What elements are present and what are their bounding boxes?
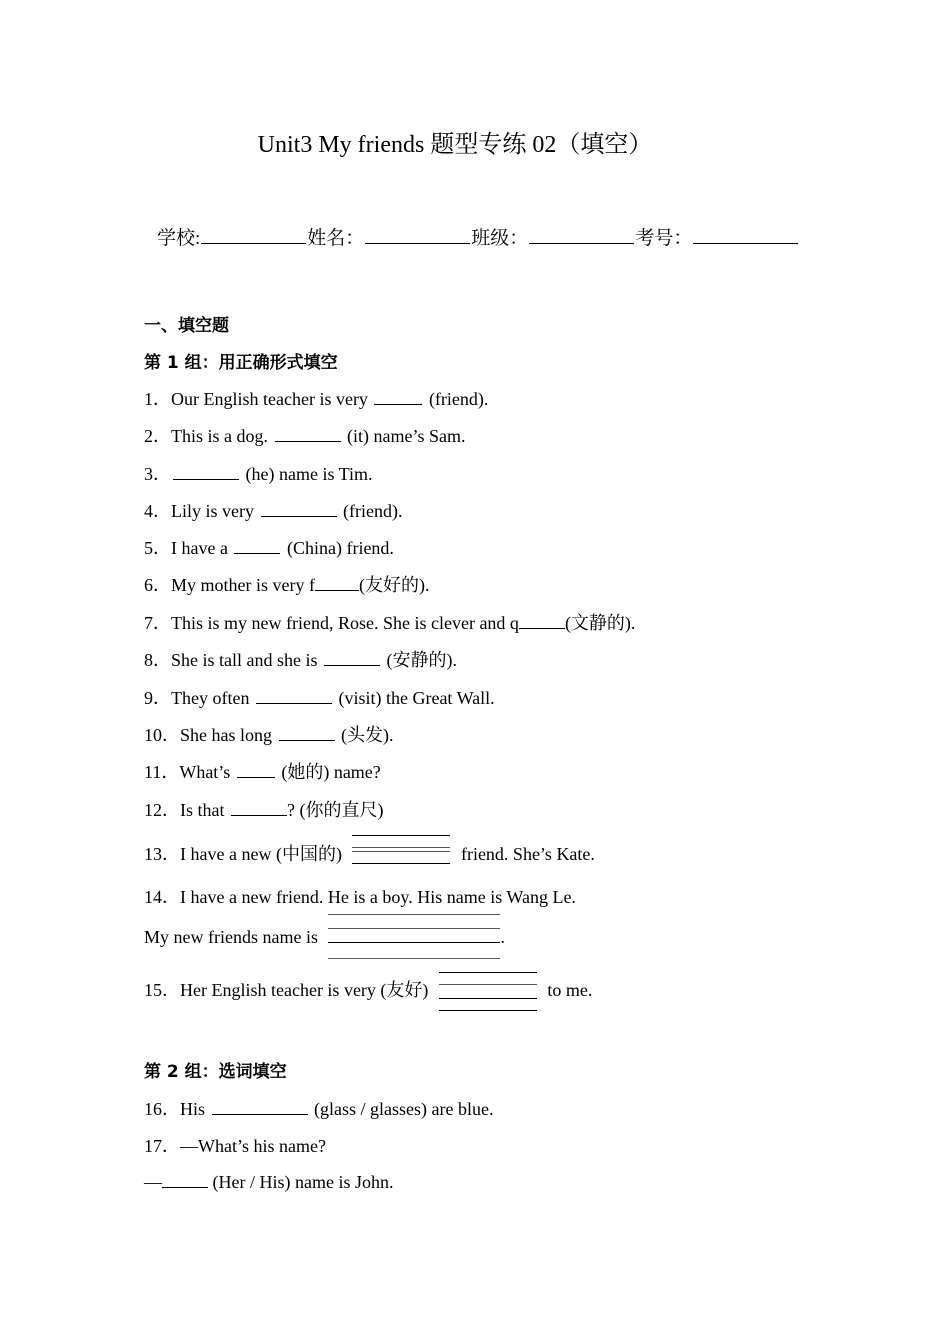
class-blank[interactable] — [529, 221, 634, 244]
name-blank[interactable] — [365, 221, 470, 244]
question-2: 2．This is a dog. (it) name’s Sam. — [144, 422, 465, 448]
question-14-line-2: My new friends name is . — [144, 927, 505, 949]
answer-blank[interactable] — [237, 759, 275, 778]
answer-blank[interactable] — [173, 461, 239, 480]
group-2-heading: 第 2 组：选词填空 — [144, 1062, 287, 1082]
answer-blank[interactable] — [231, 797, 287, 816]
answer-blank[interactable] — [324, 647, 380, 666]
school-label: 学校: — [157, 228, 201, 249]
answer-blank[interactable] — [315, 572, 359, 591]
student-info-row — [157, 221, 799, 250]
question-12: 12．Is that ? (你的直尺) — [144, 796, 383, 822]
answer-blank[interactable] — [328, 929, 500, 949]
question-17-line-2: — (Her / His) name is John. — [144, 1169, 393, 1193]
answer-blank[interactable] — [234, 535, 280, 554]
answer-blank[interactable] — [212, 1096, 308, 1115]
question-11: 11．What’s (她的) name? — [144, 758, 381, 784]
name-label: 姓名： — [307, 228, 365, 249]
question-9: 9．They often (visit) the Great Wall. — [144, 684, 495, 710]
question-3: 3． (he) name is Tim. — [144, 460, 373, 486]
section-heading: 一、填空题 — [144, 316, 229, 336]
group-1-heading: 第 1 组：用正确形式填空 — [144, 353, 338, 373]
question-5: 5．I have a (China) friend. — [144, 534, 394, 560]
question-16: 16．His (glass / glasses) are blue. — [144, 1095, 493, 1121]
answer-blank[interactable] — [519, 610, 565, 629]
question-7: 7．This is my new friend, Rose. She is clever and q (文静的). — [144, 609, 635, 635]
question-14-line-1: 14．I have a new friend. He is a boy. His name is Wang Le. — [144, 887, 576, 907]
question-4: 4．Lily is very (friend). — [144, 497, 402, 523]
page-title: Unit3 My friends 题型专练 02（填空） — [257, 132, 653, 158]
exam-no-blank[interactable] — [693, 221, 798, 244]
answer-blank[interactable] — [162, 1169, 208, 1188]
question-15: 15．Her English teacher is very (友好) to me. — [144, 976, 592, 1002]
class-label: 班级： — [471, 228, 529, 249]
question-13: 13．I have a new (中国的) friend. She’s Kate. — [144, 840, 595, 866]
answer-blank[interactable] — [352, 846, 450, 866]
answer-blank[interactable] — [256, 685, 332, 704]
answer-blank[interactable] — [275, 423, 341, 442]
answer-blank[interactable] — [439, 982, 537, 1002]
question-6: 6．My mother is very f (友好的). — [144, 571, 429, 597]
answer-blank[interactable] — [261, 498, 337, 517]
question-1: 1．Our English teacher is very (friend). — [144, 385, 488, 411]
answer-blank[interactable] — [374, 386, 422, 405]
answer-blank[interactable] — [279, 722, 335, 741]
question-17-line-1: 17．—What’s his name? — [144, 1136, 326, 1156]
question-10: 10．She has long (头发). — [144, 721, 394, 747]
school-blank[interactable] — [201, 221, 306, 244]
exam-no-label: 考号： — [635, 228, 693, 249]
question-8: 8．She is tall and she is (安静的). — [144, 646, 457, 672]
